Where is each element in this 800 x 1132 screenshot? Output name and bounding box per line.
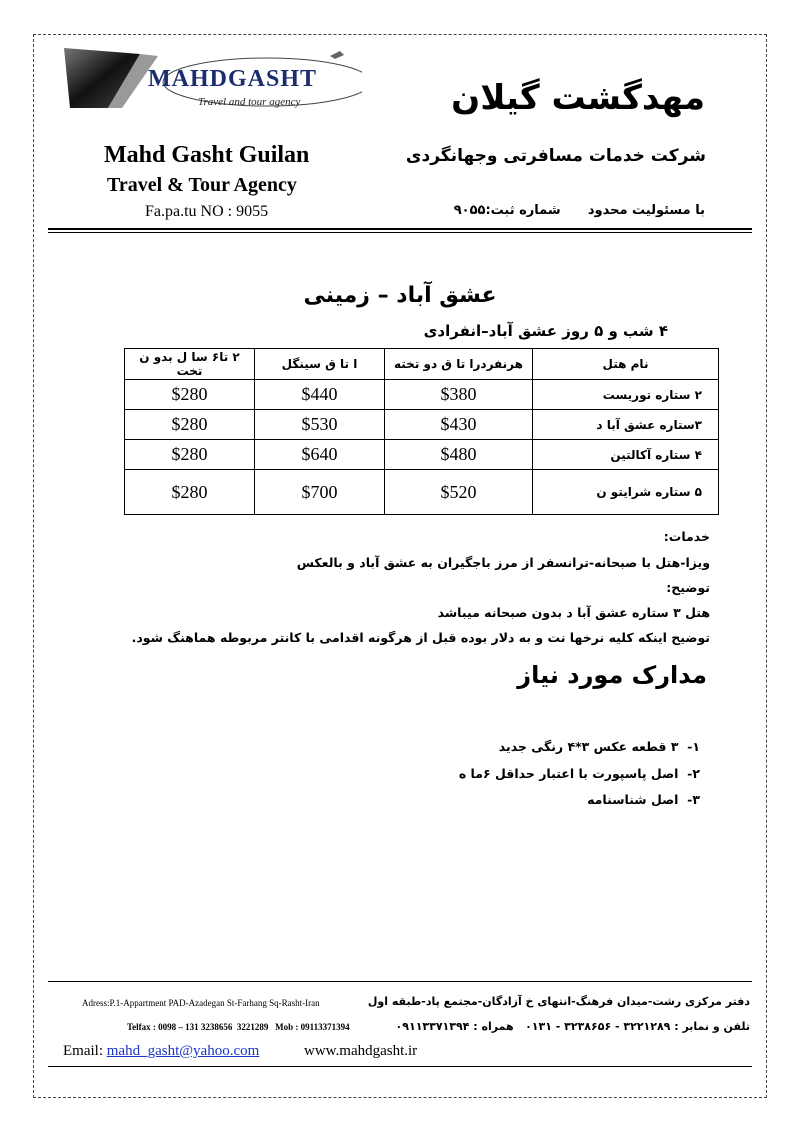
logo-tagline: Travel and tour agency [198, 96, 301, 108]
email-link[interactable]: mahd_gasht@yahoo.com [106, 1043, 260, 1059]
table-row [125, 440, 719, 470]
footer-bottom-rule [48, 1066, 752, 1067]
address-fa: دفتر مرکزی رشت-میدان فرهنگ-انتهای خ آزادگان-مجتمع پاد-طبقه اول [367, 995, 750, 1008]
header-single: ا تا ق سینگل [255, 349, 385, 380]
notes-label: توضیح: [666, 580, 710, 595]
logo-wordmark: MAHDGASHT [148, 66, 318, 92]
price-child: $280 [125, 470, 255, 515]
table-row [125, 380, 719, 410]
documents-title: مدارک مورد نیاز [517, 661, 707, 689]
header-double: هرنفردرا تا ق دو تخته [385, 349, 533, 380]
table-row [125, 410, 719, 440]
phone-en: Telfax : 0098 – 131 3238656 3221289 Mob : 09113371394 [127, 1022, 350, 1032]
footer-divider [48, 981, 752, 982]
phone-fa: تلفن و نمابر : ۳۲۲۱۲۸۹ - ۳۲۳۸۶۵۶ - ۰۱۳۱ همراه : ۰۹۱۱۳۳۷۱۳۹۴ [395, 1020, 750, 1033]
email-label: Email: [63, 1043, 103, 1059]
price-single: $700 [255, 470, 385, 515]
hotel-name: ۴ ستاره آکالتین [533, 440, 719, 470]
company-subtitle-en: Travel & Tour Agency [107, 174, 297, 196]
price-double: $430 [385, 410, 533, 440]
company-name-en: Mahd Gasht Guilan [104, 142, 310, 168]
table-row [125, 470, 719, 515]
price-single: $440 [255, 380, 385, 410]
subtitle-fa: شرکت خدمات مسافرتی وجهانگردی [405, 146, 706, 166]
notes-line-2: توضیح اینکه کلیه نرخها نت و به دلار بوده قبل از هرگونه اقدامی با کانتر مربوطه هماهنگ شود. [131, 630, 710, 645]
tour-subtitle: ۴ شب و ۵ روز عشق آباد–انفرادی [423, 322, 668, 340]
price-table [124, 348, 719, 515]
hotel-name: ۲ ستاره توریست [533, 380, 719, 410]
price-double: $380 [385, 380, 533, 410]
tour-title: عشق آباد – زمینی [303, 283, 497, 308]
price-child: $280 [125, 380, 255, 410]
header-hotel: نام هتل [533, 349, 719, 380]
price-child: $280 [125, 440, 255, 470]
address-en: Adress:P.1-Appartment PAD-Azadegan St-Farhang Sq-Rasht-Iran [82, 998, 320, 1008]
website-link[interactable]: www.mahdgasht.ir [304, 1043, 418, 1059]
table-header-row [125, 349, 719, 380]
price-double: $520 [385, 470, 533, 515]
header-child: ۲ تا۶ سا ل بدو ن تخت [125, 349, 255, 380]
hotel-name: ۵ ستاره شرایتو ن [533, 470, 719, 515]
document-item: ۱- ۳ قطعه عکس ۳*۴ رنگی جدید [498, 739, 700, 754]
document-item: ۳- اصل شناسنامه [587, 792, 700, 807]
email-line [63, 1043, 259, 1060]
price-double: $480 [385, 440, 533, 470]
services-label: خدمات: [663, 529, 710, 544]
price-single: $640 [255, 440, 385, 470]
price-single: $530 [255, 410, 385, 440]
document-item: ۲- اصل پاسپورت با اعتبار حداقل ۶ما ه [458, 766, 700, 781]
registration-en: Fa.pa.tu NO : 9055 [145, 203, 269, 220]
hotel-name: ۳ستاره عشق آبا د [533, 410, 719, 440]
header-divider-thin [48, 232, 752, 233]
services-text: ویزا-هتل با صبحانه-ترانسفر از مرز باجگیران به عشق آباد و بالعکس [296, 555, 710, 570]
registration-fa: با مسئولیت محدود شماره ثبت:۹۰۵۵ [453, 203, 705, 218]
header-divider [48, 228, 752, 230]
price-child: $280 [125, 410, 255, 440]
title-fa: مهدگشت گیلان [451, 78, 705, 118]
notes-line-1: هتل ۳ ستاره عشق آبا د بدون صبحانه میباشد [437, 605, 710, 620]
